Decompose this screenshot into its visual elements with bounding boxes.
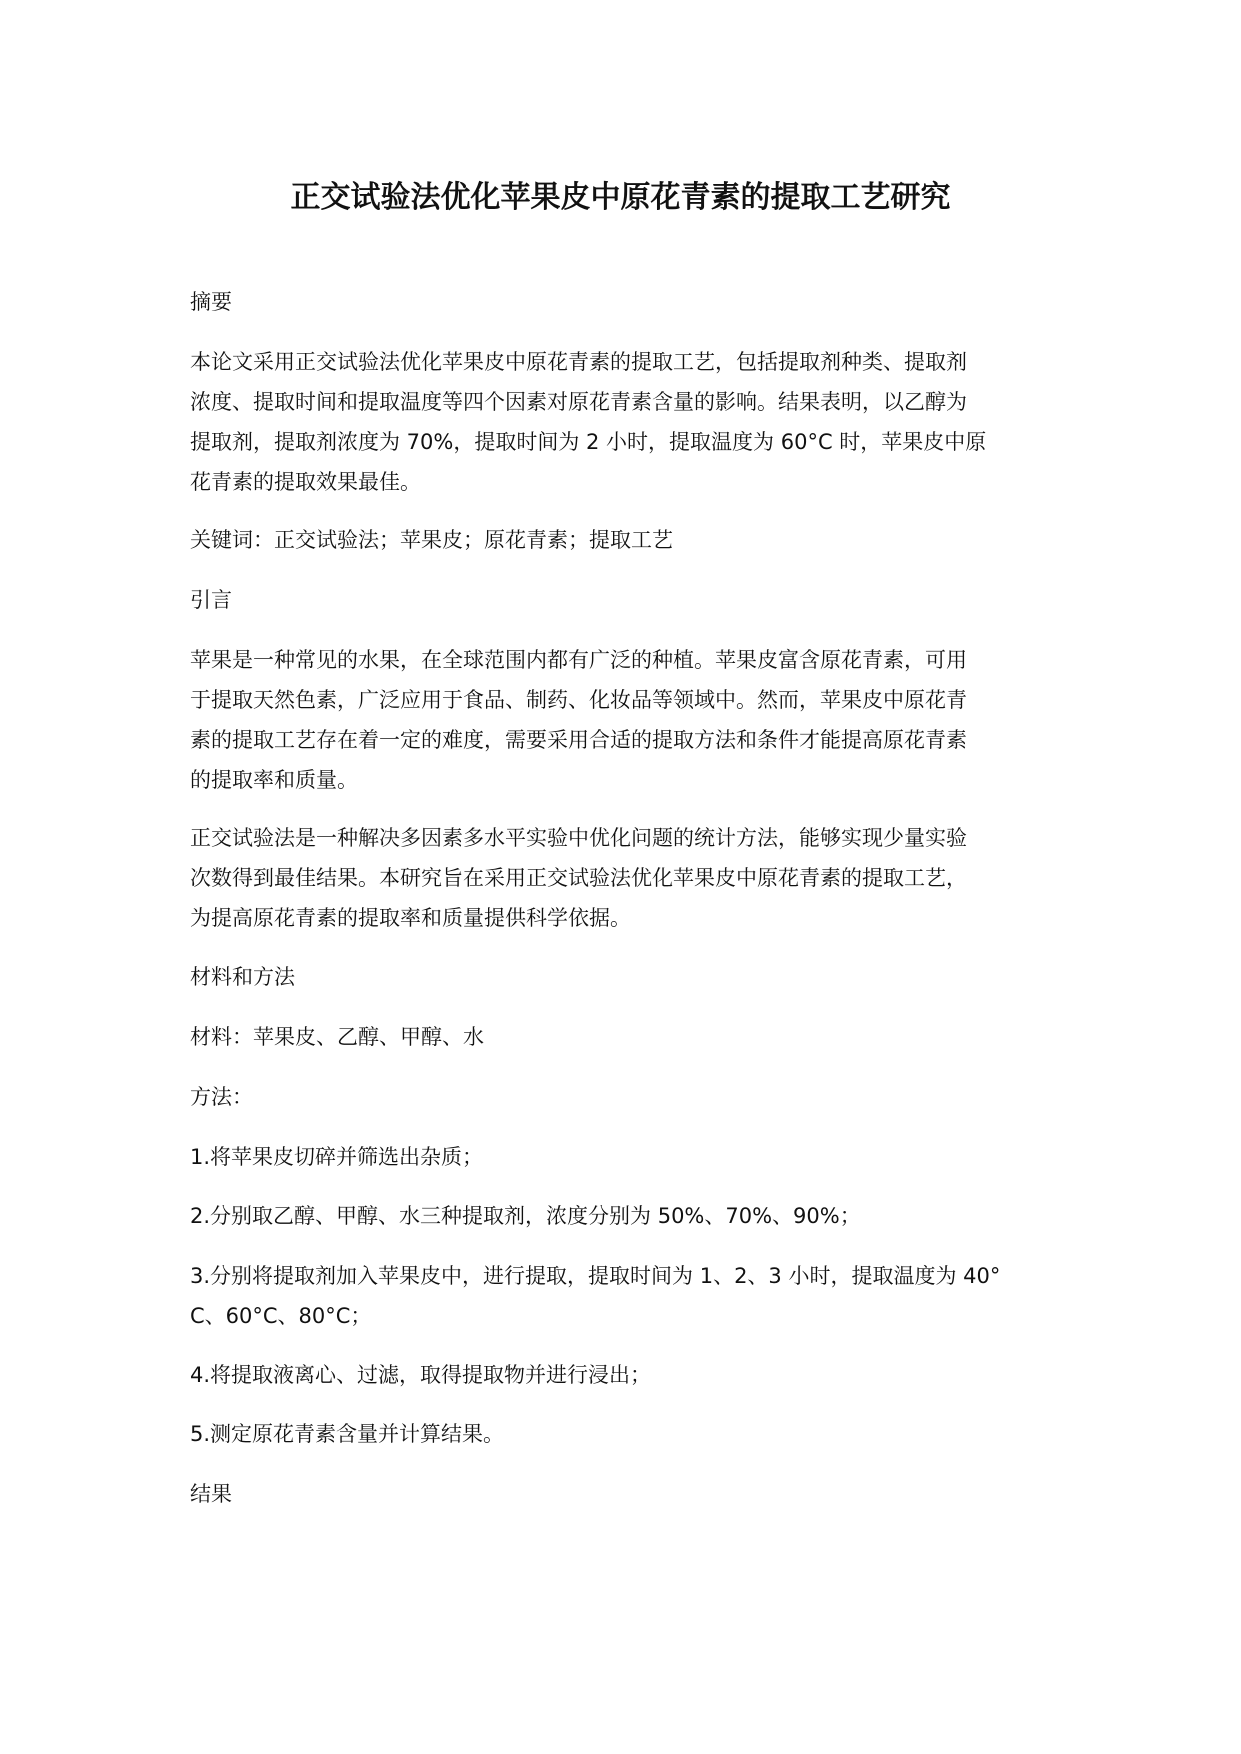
abstract-paragraph <box>190 342 1050 502</box>
method-step-5: 5.测定原花青素含量并计算结果。 <box>190 1422 505 1446</box>
intro-heading: 引言 <box>190 588 232 612</box>
method-step-2: 2.分别取乙醇、甲醇、水三种提取剂，浓度分别为 50%、70%、90%； <box>190 1204 861 1228</box>
intro-line: 正交试验法是一种解决多因素多水平实验中优化问题的统计方法，能够实现少量实验 <box>190 826 967 850</box>
step-3-line: 3.分别将提取剂加入苹果皮中，进行提取，提取时间为 1、2、3 小时，提取温度为 40° <box>190 1264 1001 1288</box>
document-title: 正交试验法优化苹果皮中原花青素的提取工艺研究 <box>290 180 951 215</box>
abstract-line: 浓度、提取时间和提取温度等四个因素对原花青素含量的影响。结果表明，以乙醇为 <box>190 390 967 414</box>
abstract-line: 提取剂，提取剂浓度为 70%，提取时间为 2 小时，提取温度为 60°C 时，苹果皮中原 <box>190 430 987 454</box>
abstract-heading: 摘要 <box>190 290 232 314</box>
intro-paragraph-1 <box>190 640 1050 800</box>
intro-line: 苹果是一种常见的水果，在全球范围内都有广泛的种植。苹果皮富含原花青素，可用 <box>190 648 967 672</box>
abstract-line: 花青素的提取效果最佳。 <box>190 470 421 494</box>
step-3-line: C、60°C、80°C； <box>190 1304 372 1328</box>
materials-line: 材料：苹果皮、乙醇、甲醇、水 <box>190 1025 484 1049</box>
abstract-line: 本论文采用正交试验法优化苹果皮中原花青素的提取工艺，包括提取剂种类、提取剂 <box>190 350 967 374</box>
methods-label: 方法： <box>190 1085 253 1109</box>
intro-line: 于提取天然色素，广泛应用于食品、制药、化妆品等领域中。然而，苹果皮中原花青 <box>190 688 967 712</box>
intro-line: 素的提取工艺存在着一定的难度，需要采用合适的提取方法和条件才能提高原花青素 <box>190 728 967 752</box>
method-step-4: 4.将提取液离心、过滤，取得提取物并进行浸出； <box>190 1363 652 1387</box>
methods-heading: 材料和方法 <box>190 965 295 989</box>
results-heading: 结果 <box>190 1482 232 1506</box>
method-step-1: 1.将苹果皮切碎并筛选出杂质； <box>190 1145 484 1169</box>
keywords: 关键词：正交试验法；苹果皮；原花青素；提取工艺 <box>190 528 673 552</box>
intro-paragraph-2 <box>190 818 1050 938</box>
intro-line: 的提取率和质量。 <box>190 768 358 792</box>
method-step-3 <box>190 1256 1050 1336</box>
intro-line: 为提高原花青素的提取率和质量提供科学依据。 <box>190 906 631 930</box>
intro-line: 次数得到最佳结果。本研究旨在采用正交试验法优化苹果皮中原花青素的提取工艺， <box>190 866 967 890</box>
